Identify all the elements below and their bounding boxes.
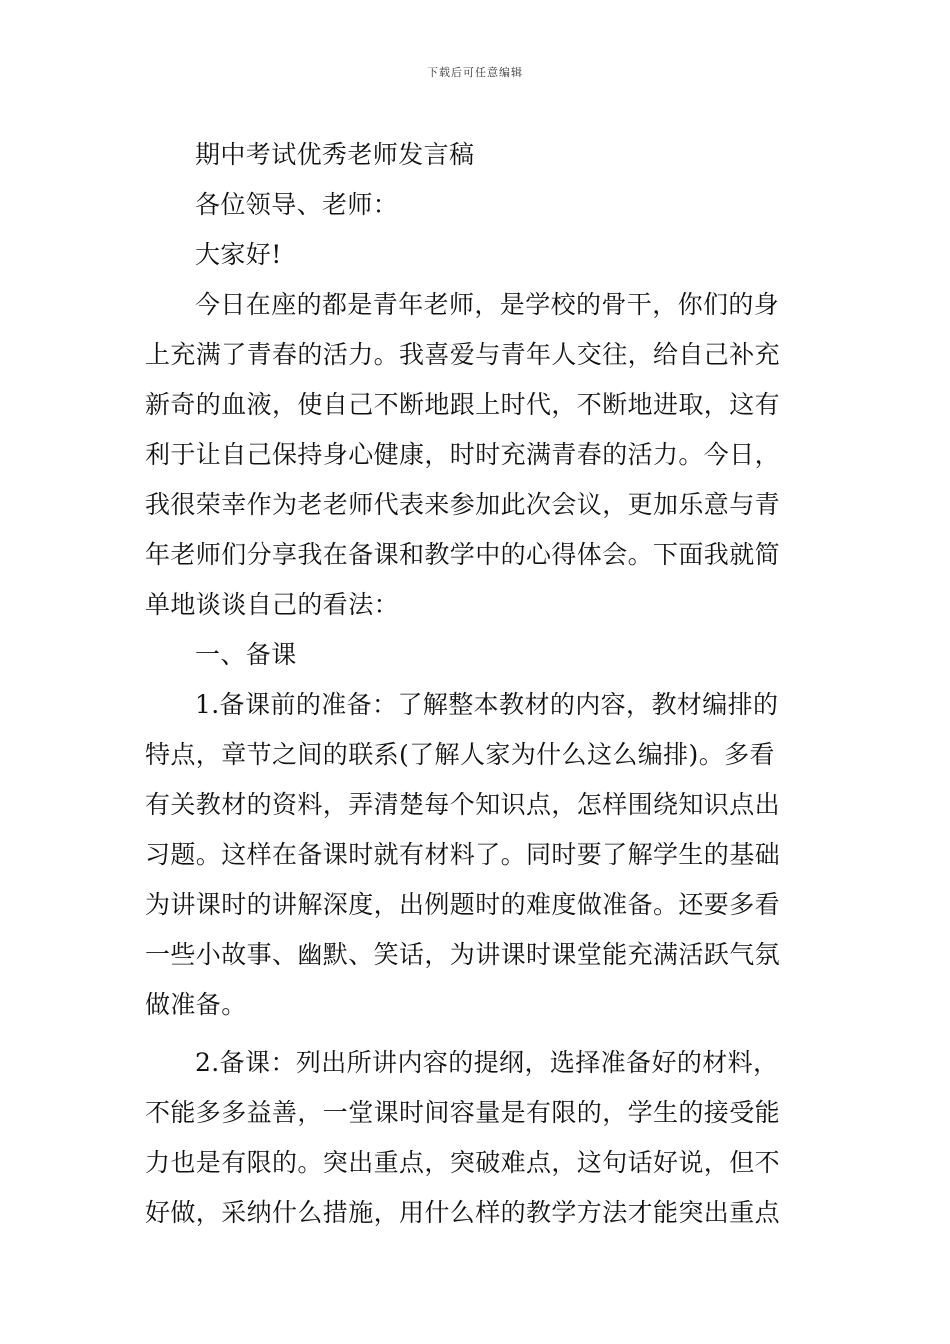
section-heading: 一、备课 <box>195 640 297 669</box>
text-line: 力也是有限的。突出重点，突破难点，这句话好说，但不 <box>145 1148 781 1177</box>
text-line: 为讲课时的讲解深度，出例题时的难度做准备。还要多看 <box>145 890 781 919</box>
text-line: 年老师们分享我在备课和教学中的心得体会。下面我就简 <box>145 540 781 569</box>
greeting: 大家好! <box>195 240 282 269</box>
text-line: 上充满了青春的活力。我喜爱与青年人交往，给自己补充 <box>145 340 781 369</box>
text-line: 利于让自己保持身心健康，时时充满青春的活力。今日， <box>145 440 781 469</box>
paragraph-intro <box>145 280 810 630</box>
text-line: 新奇的血液，使自己不断地跟上时代，不断地进取，这有 <box>145 390 781 419</box>
salutation: 各位领导、老师： <box>195 190 399 219</box>
document-title: 期中考试优秀老师发言稿 <box>195 140 475 169</box>
text-line: 好做，采纳什么措施，用什么样的教学方法才能突出重点 <box>145 1198 781 1227</box>
text-line: 今日在座的都是青年老师，是学校的骨干，你们的身 <box>195 290 780 319</box>
text-line: 单地谈谈自己的看法： <box>145 590 400 619</box>
paragraph-lesson-prep <box>145 1038 810 1238</box>
text-line: 习题。这样在备课时就有材料了。同时要了解学生的基础 <box>145 840 781 869</box>
paragraph-preparation <box>145 680 810 1030</box>
text-line: 2.备课：列出所讲内容的提纲，选择准备好的材料， <box>195 1048 779 1077</box>
text-line: 特点，章节之间的联系(了解人家为什么这么编排)。多看 <box>145 740 775 769</box>
text-line: 不能多多益善，一堂课时间容量是有限的，学生的接受能 <box>145 1098 781 1127</box>
document-body <box>145 130 810 1238</box>
text-line: 我很荣幸作为老老师代表来参加此次会议，更加乐意与青 <box>145 490 781 519</box>
text-line: 1.备课前的准备：了解整本教材的内容，教材编排的 <box>195 690 779 719</box>
text-line: 做准备。 <box>145 990 247 1019</box>
text-line: 有关教材的资料，弄清楚每个知识点，怎样围绕知识点出 <box>145 790 781 819</box>
text-line: 一些小故事、幽默、笑话，为讲课时课堂能充满活跃气氛 <box>145 940 781 969</box>
page-header: 下载后可任意编辑 <box>427 66 523 79</box>
